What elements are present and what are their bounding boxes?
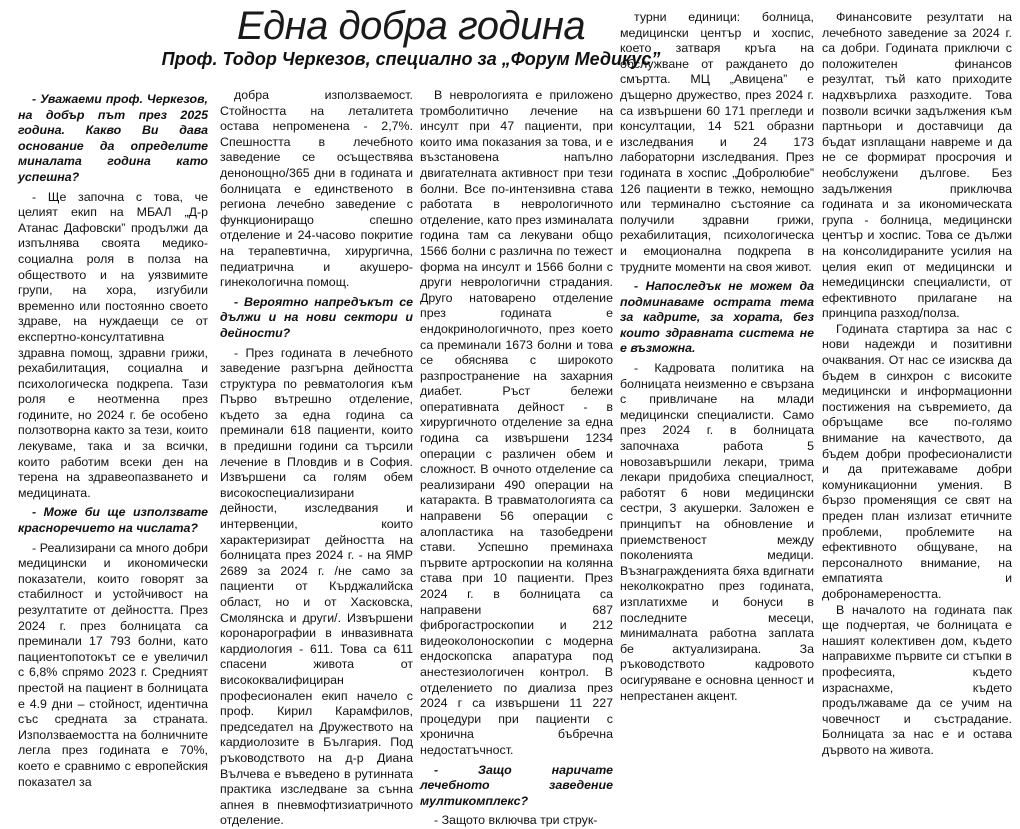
body-paragraph: В неврологията е приложено тромболитично лечение на инсулт при 47 пациенти, при които има показания за това, и е възстановена напълно двигателната активност при тези болни. Все по-интензивна става работата в неврологичното отделение, като през изминалата година там са лекувани общо 1566 болни с различна по тежест форма на инсулт и 1566 болни с други неврологични страдания. Друго натоварено отделение през годината е ендокринологичното, през което са преминали 1673 болни и това се обяснява с широкото разпространение на захарния диабет. Ръст бележи оперативната дейност - в хирургичното отделение за една година са извършени 1234 операции с различен обем и сложност. В очното отделение са реализирани 490 операции на катаракта. В травматологията са направени 56 операции с алопластика на тазобедрени стави. Успешно преминаха първите артроскопии на колянна става при 10 пациенти. През 2024 г. в болницата са направени 687 фиброгастроскопии и 212 видеоколоноскопии с модерна ендоскопска апаратура под анестезиологичен контрол. В отделението по диализа през 2024 г са извършени 11 227 процедури при пациенти с хронична бъбречна недостатъчност.: [420, 88, 613, 757]
article-column-5: [822, 10, 1012, 759]
body-paragraph: Финансовите резултати на лечебното заведение за 2024 г. са добри. Годината приключи с положителен финансов резултат, тъй като приходите надхвърлиха разходите. Това позволи всички задължения към партньори и доставчици да бъдат изплащани навреме и да не се формират просрочия и необслужени дългове. Без задължения приключва годината и за икономическата група - болница, медицински център и хоспис. Това се дължи на консолидираните усилия на целия екип от медицински и немедицински специалисти, от ефективното прилагане на принципа разход/полза.: [822, 10, 1012, 321]
body-paragraph: - Реализирани са много добри медицински и икономически показатели, които говорят за стабилност и устойчивост на резултатите от дейността. През 2024 г. през болницата са преминали 17 793 болни, като пациентопотокът се е увеличил с 6,8% спрямо 2023 г. Средният престой на пациент в болницата е 4.9 дни – стойност, идентична със средната за страната. Използваемостта на болничните легла през годината е 70%, което е сравнимо с европейския показател за: [18, 540, 208, 789]
article-column-3: [420, 88, 613, 829]
interview-question: - Напоследък не можем да подминаваме острата тема за кадрите, за хората, без които здравната система не е възможна.: [620, 279, 814, 356]
body-paragraph: Годината стартира за нас с нови надежди и позитивни очаквания. От нас се изисква да бъдем в синхрон с високите медицински и информационни постижения на съвремието, да обръщаме все по-голямо внимание на качеството, да бъдем добри професионалисти и да притежаваме добри комуникационни умения. В бързо променящия се свят на преден план излизат етичните проблеми, проблемите на ефективното общуване, на персоналното внимание, на емпатията и добронамереността.: [822, 321, 1012, 601]
body-paragraph: - През годината в лечебното заведение разгърна дейността структура по ревматология към Първо вътрешно отделение, където за една година са преминали 618 пациенти, които в предишни години са търсили лечение в Пловдив и в София. Извършени са голям обем високоспециализирани дейности, изследвания и интервенции, които характеризират дейността на болницата през 2024 г. - на ЯМР 2689 за 2024 г. /не само за пациенти от Кърджалийска област, но и от Хасковска, Смолянска и други/. Извършени коронарографии в инвазивната кардиология - 611. Това са 611 спасени живота от висококвалифициран професионален екип начело с проф. Кирил Карамфилов, председател на Дружеството на кардиолозите в България. Под ръководството на д-р Диана Вълчева е въведено в рутинната практика изследване за сънна апнея в пневмофтизиатричното отделение.: [220, 345, 413, 828]
article-column-1: [18, 88, 208, 790]
article-column-4: [620, 10, 814, 704]
interview-question: - Вероятно напредъкът се дължи и на нови сектори и дейности?: [220, 294, 413, 340]
body-paragraph: турни единици: болница, медицински център и хоспис, което затваря кръга на обслужване от раждането до смъртта. МЦ „Авицена” е дъщерно дружество, през 2024 г. са извършени 60 171 прегледи и консултации, 14 521 образни изследвания и 24 173 лабораторни изследвания. През годината в хоспис „Добролюбие” 126 пациенти в тежко, немощно или терминално състояние са получили здравни грижи, рехабилитация, психологическа и емоционална подкрепа в трудните моменти на своя живот.: [620, 10, 814, 274]
article-subtitle: Проф. Тодор Черкезов, специално за „Форум Медикус”: [161, 49, 661, 69]
article-title: Една добра година: [236, 4, 586, 48]
interview-question: - Уважаеми проф. Черкезов, на добър път през 2025 година. Какво Ви дава основание да определите миналата година като успешна?: [18, 92, 208, 184]
body-paragraph: добра използваемост. Стойността на леталитета остава непроменена - 2,7%. Спешността в лечебното заведение се осъществява денонощно/365 дни в годината и болницата е единственото в региона лечебно заведение с функциониращо спешно отделение и 24-часово покритие на терапевтична, хирургична, педиатрична и акушеро-гинекологична помощ.: [220, 88, 413, 290]
article-column-2: [220, 88, 413, 829]
body-paragraph: - Защото включва три струк-: [434, 813, 598, 828]
interview-question: - Може би ще използвате красноречието на числата?: [18, 505, 208, 536]
interview-question: - Защо наричате лечебното заведение мултикомплекс?: [420, 762, 613, 808]
body-paragraph: - Ще започна с това, че целият екип на МБАЛ „Д-р Атанас Дафовски” продължи да изпълнява своята медико-социална роля в полза на обществото и на уязвимите групи, на хора, изгубили временно или постоянно своето здраве, на нуждаещи се от експертно-консултативна здравна помощ, здравни грижи, рехабилитация, социална и психологическа подкрепа. Тази роля е неотменна през годините, но 2024 г. бе особено ползотворна както за тези, които лекуваме, така и за всички, които работим всеки ден на терена на здравеопазването и медицината.: [18, 189, 208, 500]
body-paragraph: - Кадровата политика на болницата неизменно е свързана с привличане на млади медицински специалисти. Само през 2024 г. в болницата започнаха работа 5 новозавършили лекари, трима лекари придобиха специалност, работят 6 нови медицински сестри, 3 акушерки. Заложен е принципът на обновление и приемственост между поколенията медици. Възнагражденията бяха вдигнати неколкократно през годината, изплатихме и бонуси в последните месеци, минималната работна заплата бе актуализирана. За ръководството кадровото осигуряване е основна ценност и непрестанен акцент.: [620, 361, 814, 703]
body-paragraph: В началото на годината пак ще подчертая, че болницата е нашият колективен дом, където направихме първите си стъпки в професията, където израснахме, където продължаваме да се учим на човечност и състрадание. Болницата за нас е и остава дървото на живота.: [822, 602, 1012, 757]
